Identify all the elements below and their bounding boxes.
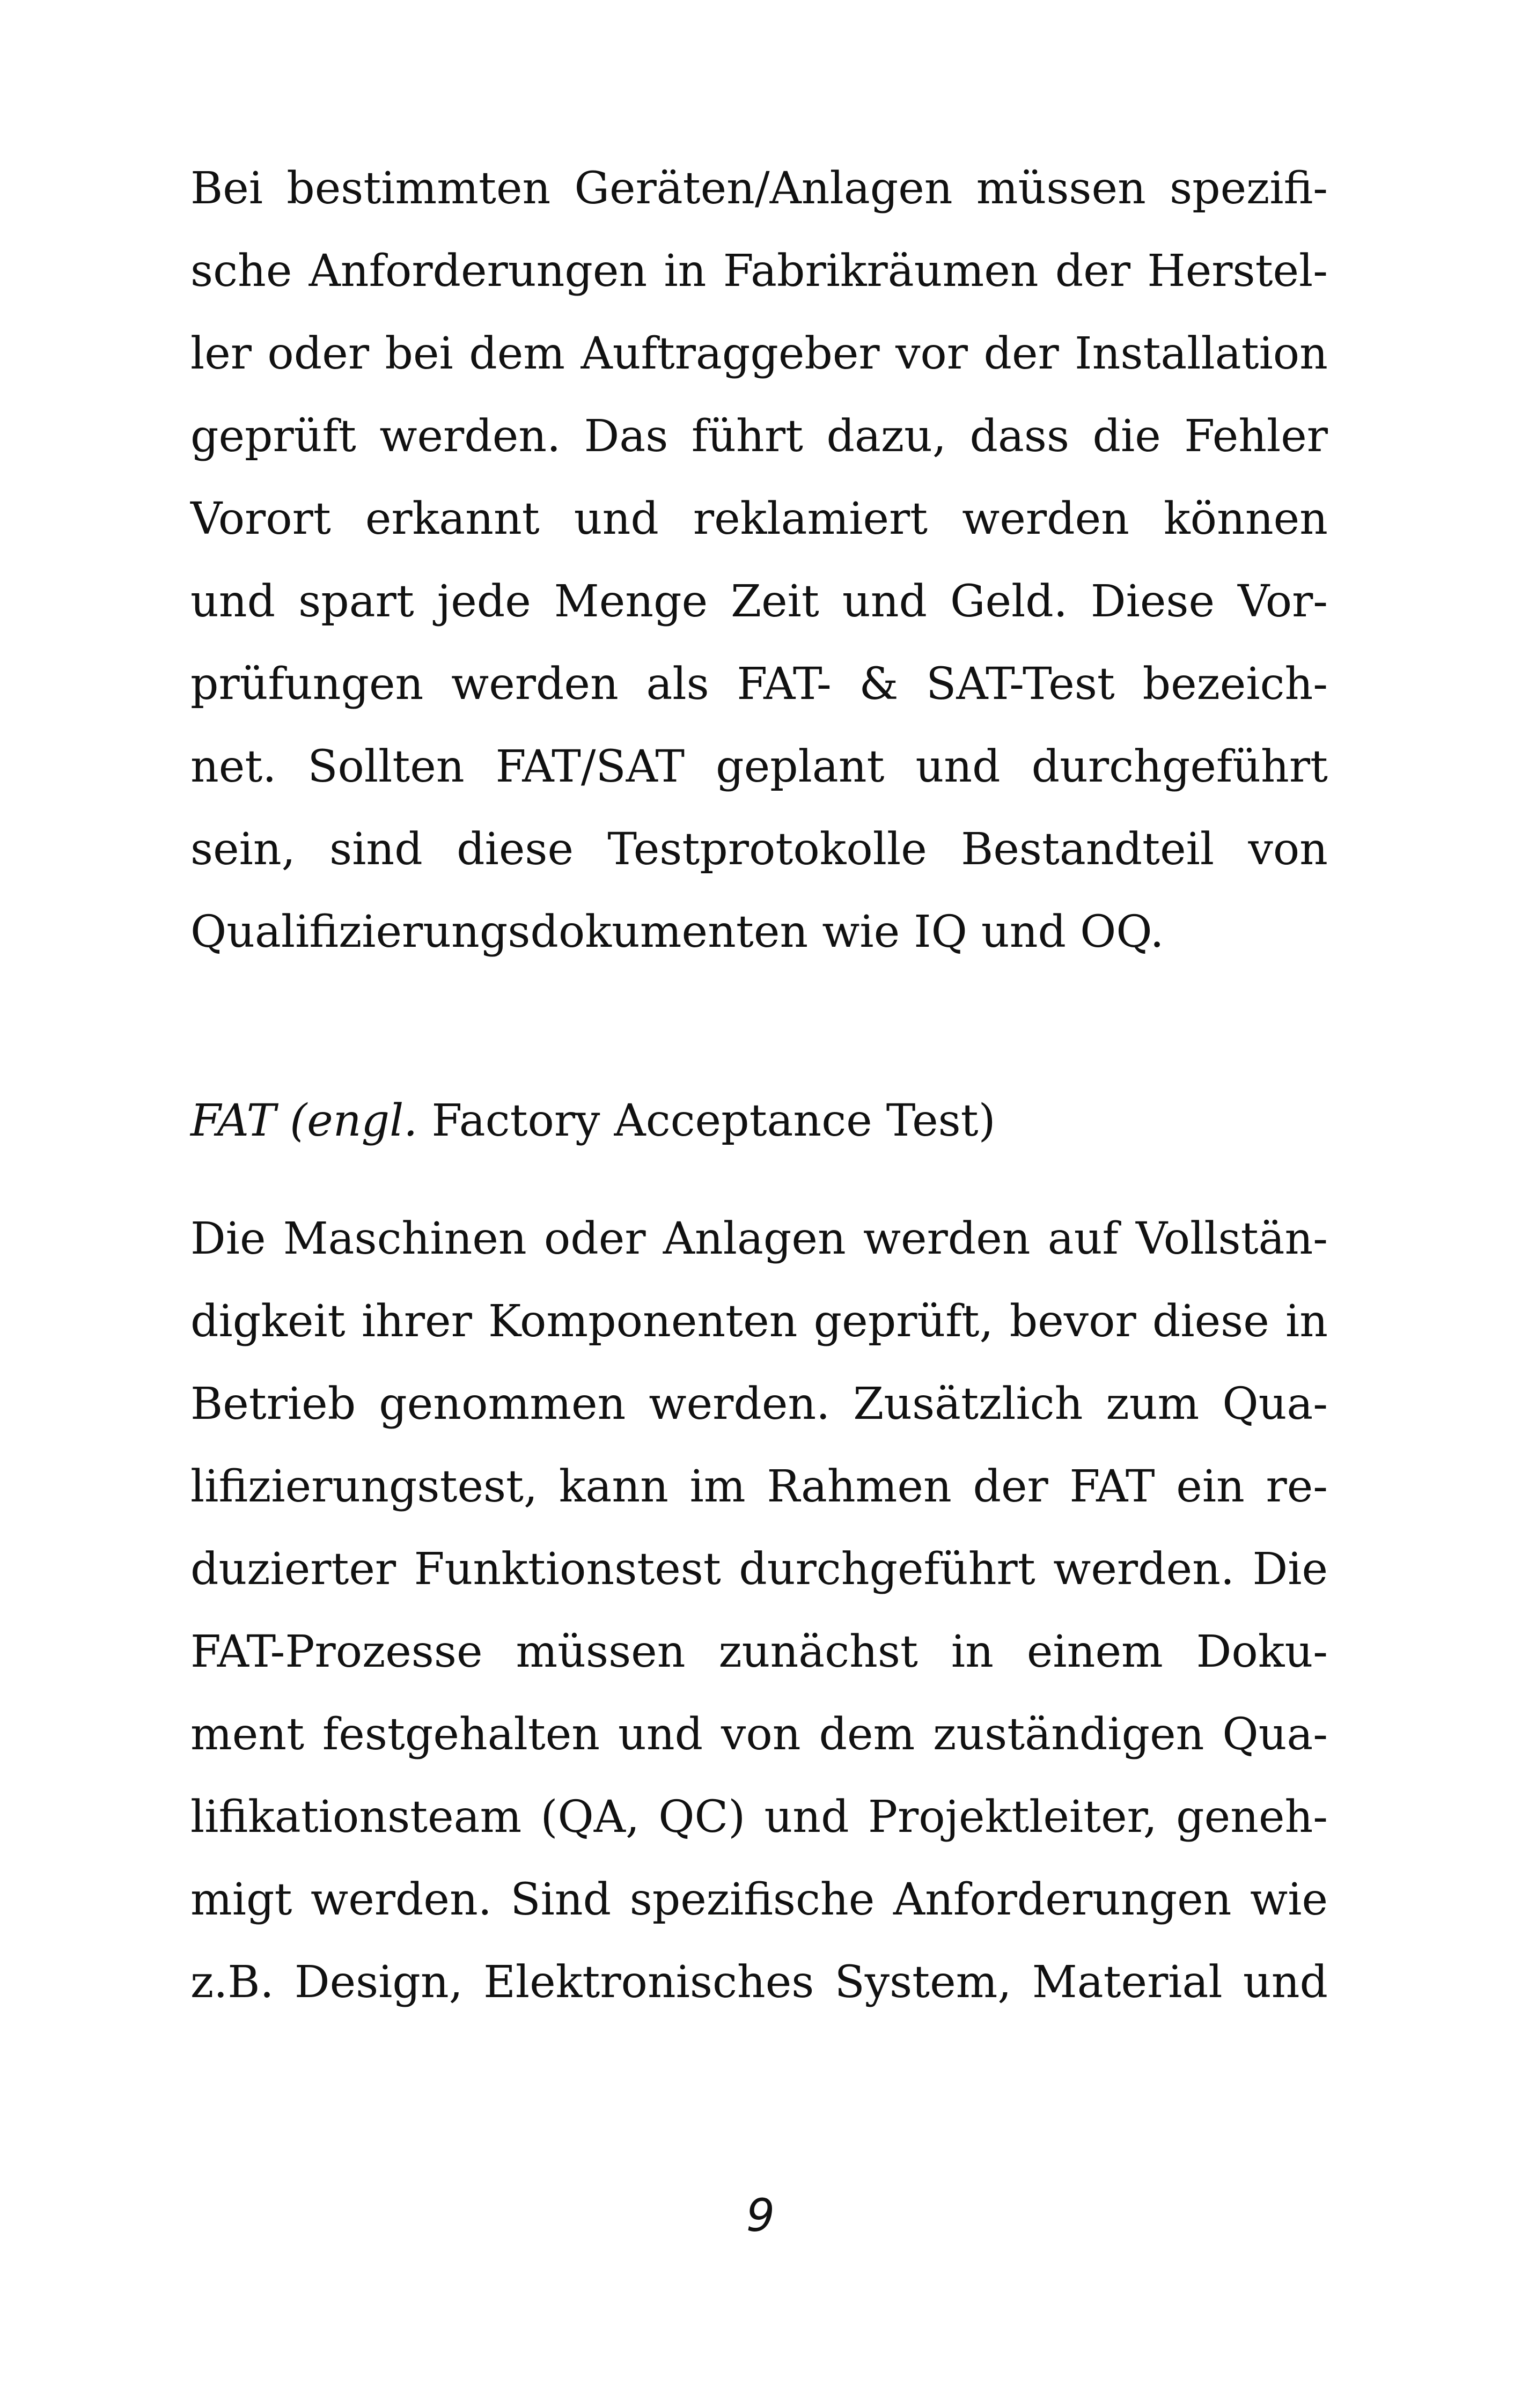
paragraph-line: Betrieb genommen werden. Zusätzlich zum Qua- <box>190 1379 1328 1430</box>
paragraph-line: net. Sollten FAT/SAT geplant und durchgeführt <box>190 741 1328 792</box>
paragraph-line: migt werden. Sind spezifische Anforderungen wie <box>190 1874 1328 1925</box>
paragraph-line: Bei bestimmten Geräten/Anlagen müssen spezifi- <box>190 163 1328 214</box>
paragraph-line: ment festgehalten und von dem zuständigen Qua- <box>190 1709 1328 1760</box>
paragraph-line: geprüft werden. Das führt dazu, dass die Fehler <box>190 411 1328 462</box>
section-heading <box>190 1089 1328 1153</box>
heading-italic-part: FAT (engl. <box>190 1095 418 1146</box>
paragraph-line: FAT-Prozesse müssen zunächst in einem Doku- <box>190 1626 1328 1677</box>
paragraph-line: prüfungen werden als FAT- & SAT-Test bezeich- <box>190 659 1328 710</box>
paragraph-line: sein, sind diese Testprotokolle Bestandteil von <box>190 824 1328 875</box>
page-number: 9 <box>746 2189 775 2242</box>
paragraph-line: Qualifizierungsdokumenten wie IQ und OQ. <box>190 907 1164 958</box>
paragraph-line: ler oder bei dem Auftraggeber vor der Installation <box>190 328 1328 379</box>
paragraph-line: duzierter Funktionstest durchgeführt werden. Die <box>190 1544 1328 1595</box>
paragraph-line: lifikationsteam (QA, QC) und Projektleiter, geneh- <box>190 1792 1328 1843</box>
paragraph-line: z.B. Design, Elektronisches System, Material und <box>190 1957 1328 2008</box>
paragraph-line: digkeit ihrer Komponenten geprüft, bevor diese in <box>190 1296 1328 1347</box>
paragraph-line: sche Anforderungen in Fabrikräumen der Herstel- <box>190 246 1328 297</box>
paragraph-line: lifizierungstest, kann im Rahmen der FAT ein re- <box>190 1461 1328 1512</box>
paragraph-line: Die Maschinen oder Anlagen werden auf Vollstän- <box>190 1213 1328 1264</box>
paragraph-line: Vorort erkannt und reklamiert werden können <box>190 494 1328 544</box>
heading-regular-part: Factory Acceptance Test) <box>417 1095 996 1146</box>
paragraph-line: und spart jede Menge Zeit und Geld. Diese Vor- <box>190 576 1328 627</box>
